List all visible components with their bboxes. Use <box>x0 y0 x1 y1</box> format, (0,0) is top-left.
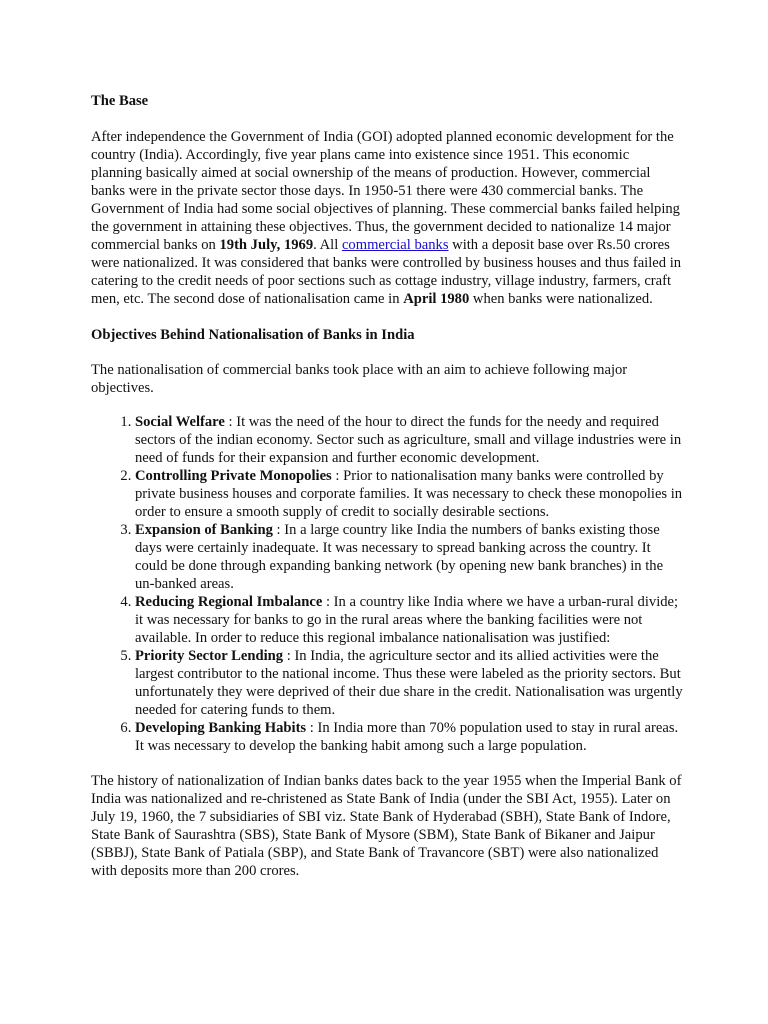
objective-item-reducing-regional-imbalance <box>135 593 683 647</box>
objective-item-controlling-private-monopolies <box>135 467 683 521</box>
objective-text: : In a large country like India the numbers of banks existing those days were certainly inadequate. It was necessary to spread banking across the country. It could be done through expanding banking network (by opening new bank branches) in the un-banked areas. <box>135 522 664 592</box>
objective-text: : In India more than 70% population used to stay in rural areas. It was necessary to develop the banking habit among such a large population. <box>135 720 679 754</box>
objective-item-social-welfare <box>135 413 683 467</box>
date-19th-july-1969: 19th July, 1969 <box>219 237 314 253</box>
objective-title: Reducing Regional Imbalance <box>135 594 323 610</box>
objective-item-expansion-of-banking <box>135 521 683 593</box>
objective-title: Expansion of Banking <box>135 522 273 538</box>
paragraph-text: . All <box>313 237 342 253</box>
date-april-1980: April 1980 <box>403 291 470 307</box>
objective-item-priority-sector-lending <box>135 647 683 719</box>
document-page <box>91 92 683 880</box>
paragraph-text: when banks were nationalized. <box>469 291 653 307</box>
objective-text: : In India, the agriculture sector and its allied activities were the largest contributor to the national income. Thus these were labeled as the priority sectors. But unfortunately they were deprived of their due share in the credit. Nationalisation was urgently needed for catering funds to them. <box>135 648 683 718</box>
objective-text: : It was the need of the hour to direct the funds for the needy and required sectors of the indian economy. Sector such as agriculture, small and village industries were in need of funds for their expansion and further economic development. <box>135 414 682 466</box>
objective-title: Controlling Private Monopolies <box>135 468 332 484</box>
objective-title: Developing Banking Habits <box>135 720 307 736</box>
paragraph-independence <box>91 128 683 308</box>
history-paragraph: The history of nationalization of Indian banks dates back to the year 1955 when the Imperial Bank of India was nationalized and re-christened as State Bank of India (under the SBI Act, 1955). Later on July 19, 1960, the 7 subsidiaries of SBI viz. State Bank of Hyderabad (SBH), State Bank of Indore, State Bank of Saurashtra (SBS), State Bank of Mysore (SBM), State Bank of Bikaner and Jaipur (SBBJ), State Bank of Patiala (SBP), and State Bank of Travancore (SBT) were also nationalized with deposits more than 200 crores. <box>91 773 682 879</box>
objectives-list <box>91 413 683 755</box>
objective-text: : In a country like India where we have a urban-rural divide; it was necessary for banks to go in the rural areas where the banking facilities were not available. In order to reduce this regional imbalance nationalisation was justified: <box>135 594 679 646</box>
paragraph-text: After independence the Government of India (GOI) adopted planned economic development for the country (India). Accordingly, five year plans came into existence since 1951. This economic planning basically aimed at social ownership of the means of production. However, commercial banks were in the private sector those days. In 1950-51 there were 430 commercial banks. The Government of India had some social objectives of planning. These commercial banks failed helping the government in attaining these objectives. Thus, the government decided to nationalize 14 major commercial banks on <box>91 129 680 253</box>
commercial-banks-link[interactable]: commercial banks <box>341 237 449 253</box>
objectives-intro: The nationalisation of commercial banks took place with an aim to achieve following major objectives. <box>91 362 628 396</box>
objective-title: Social Welfare <box>135 414 225 430</box>
heading-the-base: The Base <box>91 93 149 109</box>
objective-title: Priority Sector Lending <box>135 648 284 664</box>
objective-item-developing-banking-habits <box>135 719 683 755</box>
paragraph-text: with a deposit base over Rs.50 crores were nationalized. It was considered that banks were controlled by business houses and thus failed in catering to the credit needs of poor sections such as cottage industry, village industry, farmers, craft men, etc. The second dose of nationalisation came in <box>91 237 682 307</box>
objective-text: : Prior to nationalisation many banks were controlled by private business houses and corporate families. It was necessary to check these monopolies in order to ensure a smooth supply of credit to socially desirable sections. <box>135 468 683 520</box>
heading-objectives: Objectives Behind Nationalisation of Banks in India <box>91 327 415 343</box>
